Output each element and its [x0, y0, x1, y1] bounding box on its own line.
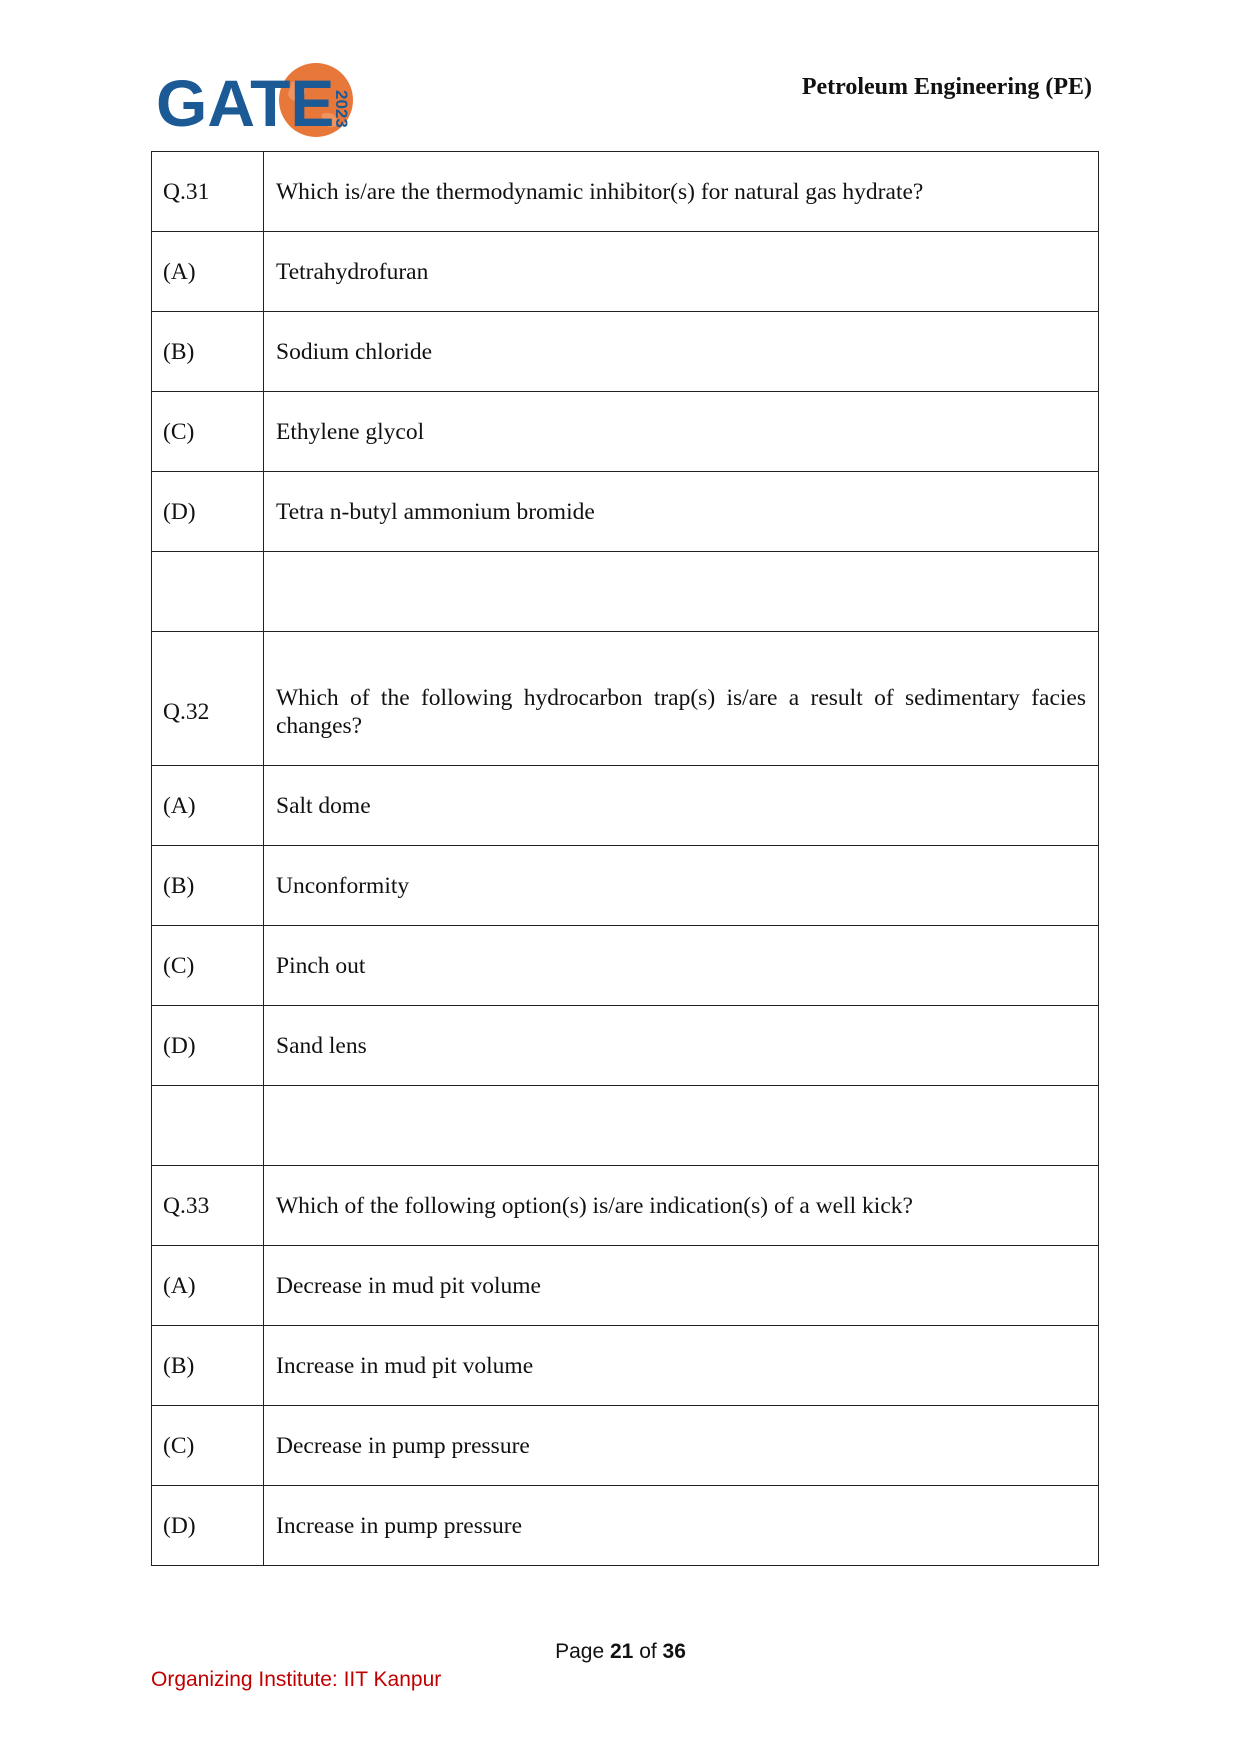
option-label: (B): [152, 846, 264, 926]
option-row: [152, 1486, 1099, 1566]
logo-year: 2023: [332, 90, 351, 128]
option-text: Tetrahydrofuran: [264, 232, 1099, 312]
option-row: [152, 1406, 1099, 1486]
gate-2023-logo: [156, 58, 366, 142]
logo-word: GATE: [156, 66, 335, 140]
option-label: (C): [152, 392, 264, 472]
question-text: Which is/are the thermodynamic inhibitor(s) for natural gas hydrate?: [264, 152, 1099, 232]
option-text: Pinch out: [264, 926, 1099, 1006]
option-row: [152, 766, 1099, 846]
option-label: (B): [152, 1326, 264, 1406]
option-row: [152, 472, 1099, 552]
option-text: Sodium chloride: [264, 312, 1099, 392]
option-row: [152, 1326, 1099, 1406]
option-row: [152, 232, 1099, 312]
question-number: Q.32: [152, 632, 264, 766]
spacer-cell: [152, 552, 264, 632]
spacer-row: [152, 1086, 1099, 1166]
option-label: (D): [152, 1006, 264, 1086]
option-label: (A): [152, 1246, 264, 1326]
option-row: [152, 846, 1099, 926]
page-current: 21: [609, 1640, 634, 1663]
question-row: [152, 152, 1099, 232]
question-row: [152, 632, 1099, 766]
page-of: of: [639, 1640, 657, 1663]
subject-title: Petroleum Engineering (PE): [801, 74, 1092, 100]
question-number: Q.31: [152, 152, 264, 232]
spacer-cell: [264, 1086, 1099, 1166]
option-row: [152, 1006, 1099, 1086]
question-number: Q.33: [152, 1166, 264, 1246]
option-row: [152, 926, 1099, 1006]
page-total: 36: [662, 1640, 686, 1663]
option-row: [152, 312, 1099, 392]
spacer-cell: [152, 1086, 264, 1166]
question-text: Which of the following option(s) is/are indication(s) of a well kick?: [264, 1166, 1099, 1246]
option-text: Decrease in mud pit volume: [264, 1246, 1099, 1326]
question-text: Which of the following hydrocarbon trap(s) is/are a result of sedimentary facies changes?: [264, 632, 1099, 766]
option-text: Unconformity: [264, 846, 1099, 926]
option-label: (A): [152, 232, 264, 312]
option-text: Increase in pump pressure: [264, 1486, 1099, 1566]
spacer-cell: [264, 552, 1099, 632]
option-label: (A): [152, 766, 264, 846]
option-label: (C): [152, 1406, 264, 1486]
spacer-row: [152, 552, 1099, 632]
option-label: (D): [152, 472, 264, 552]
option-text: Salt dome: [264, 766, 1099, 846]
option-text: Ethylene glycol: [264, 392, 1099, 472]
option-row: [152, 392, 1099, 472]
option-label: (B): [152, 312, 264, 392]
option-row: [152, 1246, 1099, 1326]
page-prefix: Page: [555, 1640, 605, 1663]
option-text: Tetra n-butyl ammonium bromide: [264, 472, 1099, 552]
question-table: [151, 151, 1099, 1566]
option-label: (D): [152, 1486, 264, 1566]
organizing-institute: Organizing Institute: IIT Kanpur: [151, 1668, 442, 1691]
question-row: [152, 1166, 1099, 1246]
option-text: Sand lens: [264, 1006, 1099, 1086]
page-number: [0, 1640, 1241, 1664]
option-text: Increase in mud pit volume: [264, 1326, 1099, 1406]
option-label: (C): [152, 926, 264, 1006]
option-text: Decrease in pump pressure: [264, 1406, 1099, 1486]
